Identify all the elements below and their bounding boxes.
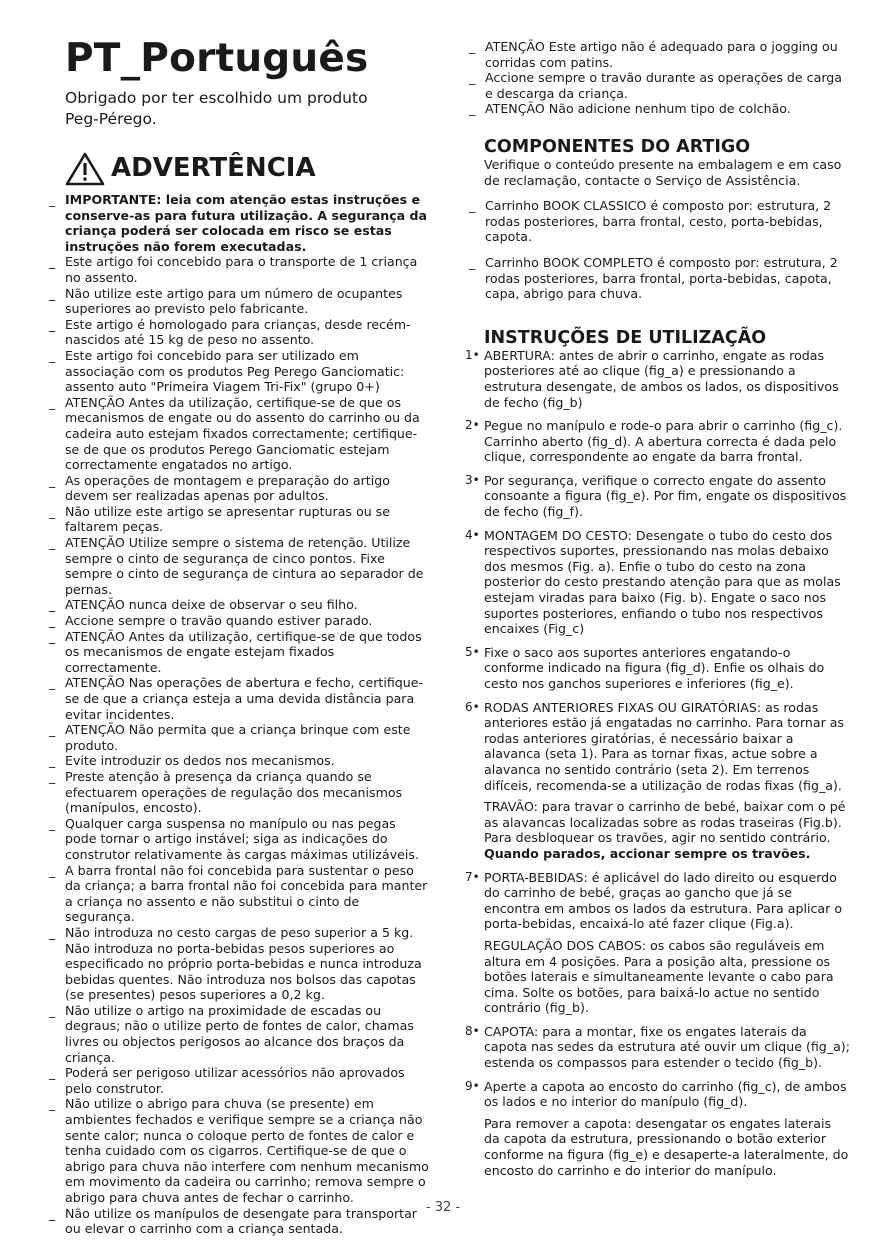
warning-item: _ Poderá ser perigoso utilizar acessórios não aprovados pelo construtor. — [49, 1065, 405, 1096]
instruction-subparagraph: TRAVÃO: para travar o carrinho de bebé, baixar com o pé as alavancas localizadas sobre as rodas traseiras (Fig.b). Para desbloquear os travões, agir no sentido contrário. — [484, 799, 846, 846]
instruction-subparagraph: REGULAÇÃO DOS CABOS: os cabos são reguláveis em altura em 4 posições. Para a posição alta, pressione os botões laterais e simultaneamente levante o cabo para cima. Solte os botões, para baixá-lo actue no sentido contrário (fig_b). — [484, 937, 834, 1016]
warning-item: _ ATENÇÃO Antes da utilização, certifique-se de que os mecanismos de engate ou do assento do carrinho ou da cadeira auto estejam fixados correctamente; certifique-se de que os produtos Perego Ganciomatic estejam correctamente engatados no artigo. — [49, 394, 420, 473]
warning-item: _ IMPORTANTE: leia com atenção estas instruções e conserve-as para futura utilização. A segurança da criança poderá ser colocada em risco se estas instruções não forem executadas. — [49, 192, 428, 254]
right-column — [465, 39, 850, 1186]
warning-list — [48, 192, 430, 1237]
warning-item: _ As operações de montagem e preparação do artigo devem ser realizadas apenas por adultos. — [49, 472, 390, 504]
warning-item: _ Não introduza no cesto cargas de peso superior a 5 kg. Não introduza no porta-bebidas pesos superiores ao especificado no próprio porta-bebidas e nunca introduza bebidas quentes. Não introduza nos bolsos das capotas (se presentes) pesos superiores a 0,2 kg. — [49, 924, 422, 1003]
warning-item: _ Accione sempre o travão durante as operações de carga e descarga da criança. — [469, 70, 842, 101]
warning-item: _ Não utilize este artigo se apresentar rupturas ou se faltarem peças. — [49, 503, 390, 535]
instruction-step: 7• PORTA-BEBIDAS: é aplicável do lado direito ou esquerdo do carrinho de bebé, graças ao gancho que já se encontra em ambos os lados da estrutura. Para aplicar o porta-bebidas, encaixá-lo até fazer clique (Fig.a). REGULAÇÃO DOS CABOS: os cabos são reguláveis em altura em 4 posições. Para a posição alta, pressione os botões laterais e simultaneamente levante o cabo para cima. Solte os botões, para baixá-lo actue no sentido contrário (fig_b). — [468, 870, 850, 1016]
components-intro: Verifique o conteúdo presente na embalagem e em caso de reclamação, contacte o Serviço de Assistência. — [484, 156, 842, 188]
instruction-step: 5• Fixe o saco aos suportes anteriores engatando-o conforme indicado na figura (fig_d). Enfie os olhais do cesto nos ganchos superiores e inferiores (fig_e). — [465, 644, 825, 691]
page-title: PT_Português — [65, 36, 369, 81]
instruction-step: 9• Aperte a capota ao encosto do carrinho (fig_c), de ambos os lados e no interior do manípulo (fig_d). Para remover a capota: desengatar os engates laterais da capota da estrutura, pressionando o botão exterior conforme na figura (fig_e) e desaperte-a lateralmente, do encosto do carrinho e do interior do manípulo. — [465, 1078, 849, 1178]
page-number: - 32 - — [425, 1200, 461, 1215]
instruction-subparagraph: Para remover a capota: desengatar os engates laterais da capota da estrutura, pressionando o botão exterior conforme na figura (fig_e) e desaperte-a lateralmente, do encosto do carrinho e do interior do manípulo. — [484, 1115, 849, 1178]
warning-item: _ ATENÇÃO Nas operações de abertura e fecho, certifique-se de que a criança esteja a uma devida distância para evitar incidentes. — [49, 675, 424, 722]
instruction-step: 4• MONTAGEM DO CESTO: Desengate o tubo do cesto dos respectivos suportes, pressionando nas molas debaixo dos mesmos (Fig. a). Enfie o tubo do cesto na zona posterior do cesto prestando atenção para que as molas estejam viradas para baixo (Fig. b). Engate o saco nos suportes posteriores, enfiando o tubo nos respectivos encaixes (Fig_c) — [465, 527, 841, 637]
component-item: _ Carrinho BOOK COMPLETO é composto por: estrutura, 2 rodas posteriores, barra frontal, porta-bebidas, capota, capa, abrigo para chuva. — [469, 254, 838, 302]
warning-item: _ Não utilize o abrigo para chuva (se presente) em ambientes fechados e verifique sempre se a criança não sente calor; nunca o coloque perto de fontes de calor e tenha cuidado com os cigarros. Certifique-se de que o abrigo para chuva não interfere com nenhum mecanismo em movimento da cadeira ou carrinho; remova sempre o abrigo para chuva antes de fechar o carrinho. — [49, 1096, 429, 1205]
instruction-bold-note: Quando parados, accionar sempre os travões. — [484, 845, 811, 861]
warning-item: _ ATENÇÃO Utilize sempre o sistema de retenção. Utilize sempre o cinto de segurança de cinco pontos. Fixe sempre o cinto de segurança de cintura ao separador de pernas. — [49, 535, 424, 597]
components-list — [468, 198, 850, 302]
warning-item: _ Não utilize este artigo para um número de ocupantes superiores ao previsto pelo fabricante. — [49, 285, 403, 317]
warning-item: _ Accione sempre o travão quando estiver parado. — [49, 613, 373, 629]
instructions-list — [465, 347, 850, 1179]
warning-item: _ Qualquer carga suspensa no manípulo ou nas pegas pode tornar o artigo instável; siga as indicações do construtor relativamente às cargas máximas utilizáveis. — [49, 815, 419, 862]
warning-item: _ Evite introduzir os dedos nos mecanismos. — [49, 753, 335, 769]
left-column — [48, 0, 430, 1237]
instruction-step: 2• Pegue no manípulo e rode-o para abrir o carrinho (fig_c). Carrinho aberto (fig_d). A abertura correcta é dada pelo clique, correspondente ao engate da barra frontal. — [465, 418, 843, 465]
instruction-step: 3• Por segurança, verifique o correcto engate do assento consoante a figura (fig_e). Por fim, engate os dispositivos de fecho (fig_f). — [465, 472, 847, 520]
warning-item: _ Este artigo foi concebido para ser utilizado em associação com os produtos Peg Perego Ganciomatic: assento auto "Primeira Viagem Tri-Fix" (grupo 0+) — [49, 347, 405, 395]
warning-item: _ ATENÇÃO Antes da utilização, certifique-se de que todos os mecanismos de engate estejam fixados correctamente. — [49, 628, 422, 675]
instruction-step: 1• ABERTURA: antes de abrir o carrinho, engate as rodas posteriores até ao clique (fig_a) e pressionando a estrutura desengate, de ambos os lados, os dispositivos de fecho (fig_b) — [465, 347, 839, 410]
instruction-step: 6• RODAS ANTERIORES FIXAS OU GIRATÓRIAS: as rodas anteriores estão já engatadas no carrinho. Para tornar as rodas anteriores giratórias, é necessário baixar a alavanca (seta 1). Para as tornar fixas, actue sobre a alavanca no sentido contrário (seta 2). Em terrenos difíceis, recomenda-se a utilização de rodas fixas (fig_a). TRAVÃO: para travar o carrinho de bebé, baixar com o pé as alavancas localizadas sobre as rodas traseiras (Fig.b). Para desbloquear os travões, agir no sentido contrário. Quando parados, accionar sempre os travões. — [468, 700, 850, 862]
warning-item: _ Este artigo foi concebido para o transporte de 1 criança no assento. — [49, 254, 418, 285]
warning-list-continued — [468, 39, 850, 117]
warning-item: _ ATENÇÃO Não adicione nenhum tipo de colchão. — [469, 101, 791, 117]
warning-triangle-icon — [65, 152, 105, 186]
warning-item: _ Este artigo é homologado para crianças, desde recém-nascidos até 15 kg de peso no assento. — [49, 316, 411, 348]
warning-item: _ ATENÇÃO Este artigo não é adequado para o jogging ou corridas com patins. — [469, 39, 838, 70]
warning-item: _ Não utilize o artigo na proximidade de escadas ou degraus; não o utilize perto de fontes de calor, chamas livres ou objectos perigosos ao alcance dos braços da criança. — [49, 1002, 414, 1065]
components-heading: COMPONENTES DO ARTIGO — [484, 136, 751, 157]
instruction-step: 8• CAPOTA: para a montar, fixe os engates laterais da capota nas sedes da estrutura até ouvir um clique (fig_a); estenda os compassos para estender o tecido (fig_b). — [465, 1023, 850, 1071]
warning-heading: ADVERTÊNCIA — [111, 153, 316, 184]
instructions-heading: INSTRUÇÕES DE UTILIZAÇÃO — [484, 327, 767, 348]
warning-item: _ A barra frontal não foi concebida para sustentar o peso da criança; a barra frontal não foi concebida para manter a criança no assento e não substitui o cinto de segurança. — [49, 862, 428, 925]
intro-text: Obrigado por ter escolhido um produto Peg-Pérego. — [65, 89, 368, 128]
component-item: _ Carrinho BOOK CLASSICO é composto por: estrutura, 2 rodas posteriores, barra frontal, cesto, porta-bebidas, capota. — [469, 198, 832, 245]
warning-item: _ ATENÇÃO Não permita que a criança brinque com este produto. — [49, 722, 411, 753]
warning-heading-row — [65, 152, 430, 186]
warning-item: _ ATENÇÃO nunca deixe de observar o seu filho. — [49, 597, 358, 613]
warning-item: _ Preste atenção à presença da criança quando se efectuarem operações de regulação dos mecanismos (manípulos, encosto). — [49, 768, 403, 816]
warning-item: _ Não utilize os manípulos de desengate para transportar ou elevar o carrinho com a criança sentada. — [49, 1205, 417, 1237]
